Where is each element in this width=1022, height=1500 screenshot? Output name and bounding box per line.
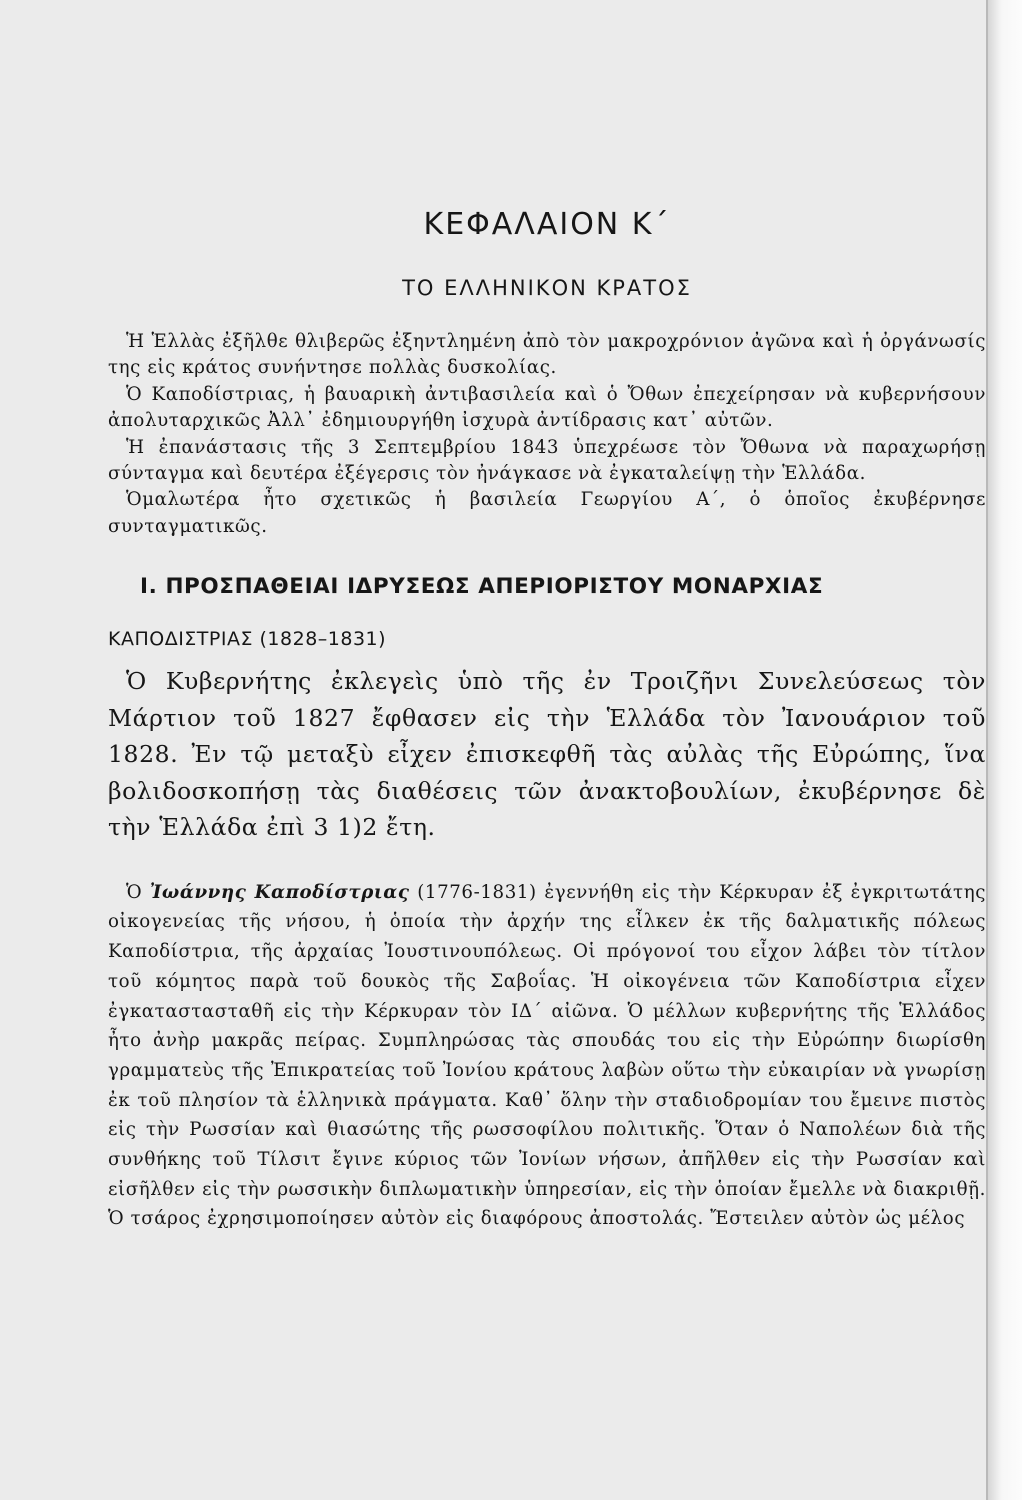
summary-paragraph: Ὁ Καποδίστριας, ἡ βαυαρικὴ ἀντιβασιλεία καὶ ὁ Ὄθων ἐπεχείρησαν νὰ κυβερνήσουν ἀπολυταρχικῶς Ἀλλ᾿ ἐδημιουργήθη ἰσχυρὰ ἀντίδρασις κατ᾿ αὐτῶν. bbox=[108, 383, 986, 432]
body-paragraph bbox=[108, 878, 986, 1234]
summary-paragraph: Ἡ Ἑλλὰς ἐξῆλθε θλιβερῶς ἐξηντλημένη ἀπὸ τὸν μακροχρόνιον ἀγῶνα καὶ ἡ ὀργάνωσίς της εἰς κράτος συνήντησε πολλὰς δυσκολίας. bbox=[108, 331, 986, 379]
summary-paragraph: Ἡ ἐπανάστασις τῆς 3 Σεπτεμβρίου 1843 ὑπεχρέωσε τὸν Ὄθωνα νὰ παραχωρήσῃ σύνταγμα καὶ δευτέρα ἐξέγερσις τὸν ἠνάγκασε νὰ ἐγκαταλείψῃ τὴν Ἑλλάδα. bbox=[108, 436, 986, 485]
page-edge bbox=[986, 0, 1022, 1500]
chapter-summary bbox=[108, 329, 986, 540]
body-lead: Ὁ bbox=[126, 881, 150, 903]
body-text-content: (1776-1831) ἐγεννήθη εἰς τὴν Κέρκυραν ἐξ ἐγκριτωτάτης οἰκογενείας τῆς νήσου, ἡ ὁποία τὴν ἀρχήν της εἷλκεν ἐκ τῆς δαλματικῆς πόλεως Καποδίστρια, τῆς ἀρχαίας Ἰουστινουπόλεως. Οἱ πρόγονοί του εἶχον λάβει τὸν τίτλον τοῦ κόμητος παρὰ τοῦ δουκὸς τῆς Σαβοΐας. Ἡ οἰκογένεια τῶν Καποδίστρια εἶχεν ἐγκαταστασταθῆ εἰς τὴν Κέρκυραν τὸν ΙΔ΄ αἰῶνα. Ὁ μέλλων κυβερνήτης τῆς Ἑλλάδος ἦτο ἀνὴρ μακρᾶς πείρας. Συμπληρώσας τὰς σπουδάς του εἰς τὴν Εὐρώπην διωρίσθη γραμματεὺς τῆς Ἐπικρατείας τοῦ Ἰονίου κράτους λαβὼν οὕτω τὴν εὐκαιρίαν νὰ γνωρίσῃ ἐκ τοῦ πλησίον τὰ ἑλληνικὰ πράγματα. Καθ᾿ ὅλην τὴν σταδιοδρομίαν του ἔμεινε πιστὸς εἰς τὴν Ρωσσίαν καὶ θιασώτης τῆς ρωσσοφίλου πολιτικῆς. Ὅταν ὁ Ναπολέων διὰ τῆς συνθήκης τοῦ Τίλσιτ ἔγινε κύριος τῶν Ἰονίων νήσων, ἀπῆλθεν εἰς τὴν Ρωσσίαν καὶ εἰσῆλθεν εἰς τὴν ρωσσικὴν διπλωματικὴν ὑπηρεσίαν, εἰς τὴν ὁποίαν ἔμελλε νὰ διακριθῇ. Ὁ τσάρος ἐχρησιμοποίησεν αὐτὸν εἰς διαφόρους ἀποστολάς. Ἔστειλεν αὐτὸν ὡς μέλος bbox=[108, 881, 986, 1230]
chapter-subtitle: ΤΟ ΕΛΛΗΝΙΚΟΝ ΚΡΑΤΟΣ bbox=[402, 276, 692, 300]
section-heading: I. ΠΡΟΣΠΑΘΕΙΑΙ ΙΔΡΥΣΕΩΣ ΑΠΕΡΙΟΡΙΣΤΟΥ ΜΟΝΑΡΧΙΑΣ bbox=[140, 574, 824, 600]
page-content bbox=[108, 195, 986, 1234]
intro-paragraph: Ὁ Κυβερνήτης ἐκλεγεὶς ὑπὸ τῆς ἐν Τροιζῆνι Συνελεύσεως τὸν Μάρτιον τοῦ 1827 ἔφθασεν εἰς τὴν Ἑλλάδα τὸν Ἰανουάριον τοῦ 1828. Ἐν τῷ μεταξὺ εἶχεν ἐπισκεφθῆ τὰς αὐλὰς τῆς Εὐρώπης, ἵνα βολιδοσκοπήσῃ τὰς διαθέσεις τῶν ἀνακτοβουλίων, ἐκυβέρνησε δὲ τὴν Ἑλλάδα ἐπὶ 3 1)2 ἔτη. bbox=[108, 667, 986, 842]
summary-paragraph: Ὁμαλωτέρα ἦτο σχετικῶς ἡ βασιλεία Γεωργίου Α΄, ὁ ὁποῖος ἐκυβέρνησε συνταγματικῶς. bbox=[108, 489, 986, 537]
body-text bbox=[108, 878, 986, 1234]
chapter-title: ΚΕΦΑΛΑΙΟΝ Κ΄ bbox=[423, 207, 671, 242]
person-name: Ἰωάννης Καποδίστριας bbox=[149, 881, 410, 903]
subsection-heading: ΚΑΠΟΔΙΣΤΡΙΑΣ (1828–1831) bbox=[108, 628, 387, 651]
section-intro bbox=[108, 663, 986, 846]
